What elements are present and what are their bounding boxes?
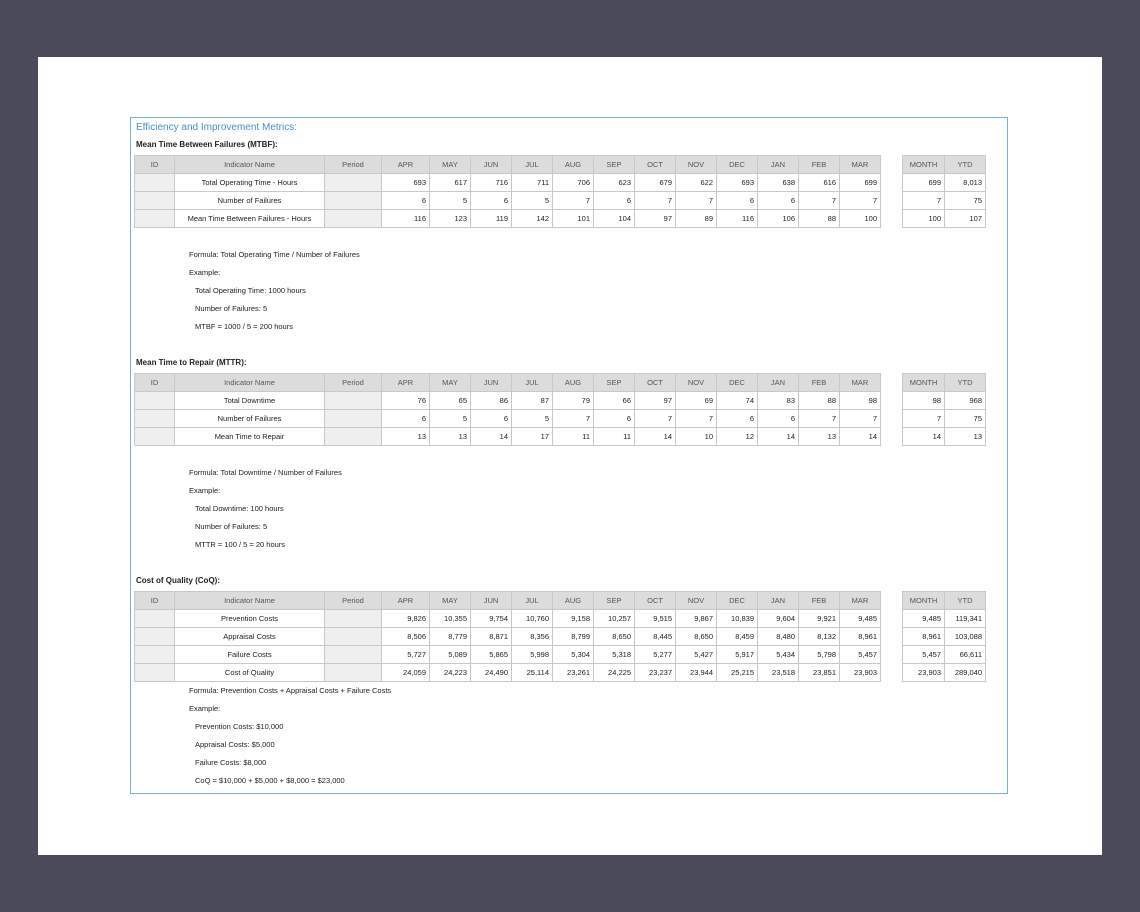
formula-note: Formula: Total Downtime / Number of Failures [189,468,342,477]
month-total-header: MONTH [903,592,945,610]
summary-row [903,628,986,646]
value-cell: 13 [382,428,430,446]
value-cell: 14 [840,428,881,446]
value-cell: 693 [717,174,758,192]
value-cell: 89 [676,210,717,228]
ytd-value: 107 [945,210,986,228]
summary-header-row [903,156,986,174]
formula-note: Formula: Prevention Costs + Appraisal Costs + Failure Costs [189,686,392,695]
summary-row [903,392,986,410]
report-title: Efficiency and Improvement Metrics: [136,122,297,133]
indicator-name: Mean Time to Repair [175,428,325,446]
month-header: MAR [840,374,881,392]
month-header: AUG [553,374,594,392]
value-cell: 119 [471,210,512,228]
indicator-name: Failure Costs [175,646,325,664]
month-value: 7 [903,192,945,210]
summary-header-row [903,374,986,392]
value-cell: 9,485 [840,610,881,628]
month-total-header: MONTH [903,156,945,174]
id-header: ID [135,374,175,392]
indicator-name-header: Indicator Name [175,374,325,392]
value-cell: 5,304 [553,646,594,664]
summary-row [903,646,986,664]
value-cell: 10 [676,428,717,446]
value-cell: 5,727 [382,646,430,664]
value-cell: 23,903 [840,664,881,682]
value-cell: 7 [840,192,881,210]
value-cell: 5,427 [676,646,717,664]
value-cell: 7 [676,192,717,210]
value-cell: 8,480 [758,628,799,646]
id-cell [135,628,175,646]
value-cell: 100 [840,210,881,228]
value-cell: 24,490 [471,664,512,682]
month-header: DEC [717,374,758,392]
table-header-row [135,592,881,610]
period-cell [325,210,382,228]
month-header: AUG [553,592,594,610]
summary-row [903,664,986,682]
indicator-name-header: Indicator Name [175,156,325,174]
value-cell: 7 [799,410,840,428]
ytd-header: YTD [945,374,986,392]
section-title: Mean Time to Repair (MTTR): [136,358,247,367]
value-cell: 65 [430,392,471,410]
value-cell: 9,826 [382,610,430,628]
table-row [135,610,881,628]
formula-note: Total Operating Time: 1000 hours [195,286,306,295]
ytd-value: 289,040 [945,664,986,682]
value-cell: 9,754 [471,610,512,628]
metrics-table [134,591,881,682]
value-cell: 10,355 [430,610,471,628]
indicator-name: Total Operating Time - Hours [175,174,325,192]
month-header: JUL [512,592,553,610]
section-title: Mean Time Between Failures (MTBF): [136,140,278,149]
table-row [135,174,881,192]
value-cell: 8,961 [840,628,881,646]
value-cell: 6 [717,192,758,210]
value-cell: 5,865 [471,646,512,664]
ytd-value: 968 [945,392,986,410]
id-cell [135,392,175,410]
value-cell: 7 [799,192,840,210]
month-header: JUN [471,156,512,174]
month-header: MAY [430,592,471,610]
month-header: OCT [635,374,676,392]
value-cell: 623 [594,174,635,192]
value-cell: 617 [430,174,471,192]
value-cell: 5,457 [840,646,881,664]
value-cell: 6 [594,192,635,210]
indicator-name: Prevention Costs [175,610,325,628]
value-cell: 23,944 [676,664,717,682]
value-cell: 14 [471,428,512,446]
month-value: 7 [903,410,945,428]
value-cell: 23,237 [635,664,676,682]
value-cell: 8,356 [512,628,553,646]
value-cell: 9,158 [553,610,594,628]
month-value: 5,457 [903,646,945,664]
value-cell: 5,917 [717,646,758,664]
formula-note: Failure Costs: $8,000 [195,758,267,767]
month-value: 9,485 [903,610,945,628]
value-cell: 69 [676,392,717,410]
month-header: JUN [471,592,512,610]
value-cell: 6 [382,192,430,210]
month-header: MAY [430,374,471,392]
value-cell: 5,089 [430,646,471,664]
month-value: 23,903 [903,664,945,682]
value-cell: 9,515 [635,610,676,628]
value-cell: 74 [717,392,758,410]
month-header: NOV [676,592,717,610]
value-cell: 97 [635,392,676,410]
value-cell: 9,604 [758,610,799,628]
month-header: SEP [594,592,635,610]
value-cell: 5 [430,410,471,428]
ytd-header: YTD [945,156,986,174]
month-value: 8,961 [903,628,945,646]
value-cell: 23,518 [758,664,799,682]
value-cell: 25,215 [717,664,758,682]
period-header: Period [325,592,382,610]
month-total-header: MONTH [903,374,945,392]
value-cell: 6 [382,410,430,428]
value-cell: 17 [512,428,553,446]
indicator-name: Mean Time Between Failures - Hours [175,210,325,228]
summary-table [902,591,986,682]
month-header: AUG [553,156,594,174]
period-cell [325,410,382,428]
formula-note: Formula: Total Operating Time / Number of Failures [189,250,360,259]
value-cell: 10,839 [717,610,758,628]
summary-row [903,610,986,628]
id-cell [135,428,175,446]
id-cell [135,192,175,210]
period-cell [325,428,382,446]
value-cell: 716 [471,174,512,192]
table-row [135,628,881,646]
value-cell: 11 [553,428,594,446]
summary-row [903,192,986,210]
formula-note: MTBF = 1000 / 5 = 200 hours [195,322,293,331]
formula-note: MTTR = 100 / 5 = 20 hours [195,540,286,549]
value-cell: 6 [717,410,758,428]
month-header: OCT [635,156,676,174]
value-cell: 123 [430,210,471,228]
summary-header-row [903,592,986,610]
value-cell: 5,277 [635,646,676,664]
metrics-table [134,373,881,446]
value-cell: 106 [758,210,799,228]
value-cell: 5 [430,192,471,210]
value-cell: 104 [594,210,635,228]
indicator-name: Total Downtime [175,392,325,410]
value-cell: 616 [799,174,840,192]
value-cell: 8,650 [594,628,635,646]
value-cell: 5,318 [594,646,635,664]
table-row [135,392,881,410]
value-cell: 23,851 [799,664,840,682]
period-header: Period [325,374,382,392]
formula-note: Example: [189,268,221,277]
value-cell: 116 [382,210,430,228]
value-cell: 24,059 [382,664,430,682]
value-cell: 116 [717,210,758,228]
value-cell: 7 [635,410,676,428]
month-header: JUN [471,374,512,392]
indicator-name-header: Indicator Name [175,592,325,610]
month-header: APR [382,374,430,392]
table-row [135,664,881,682]
value-cell: 83 [758,392,799,410]
month-header: SEP [594,156,635,174]
value-cell: 5,798 [799,646,840,664]
month-header: FEB [799,374,840,392]
period-cell [325,192,382,210]
value-cell: 8,459 [717,628,758,646]
value-cell: 7 [553,192,594,210]
month-header: JAN [758,374,799,392]
value-cell: 24,225 [594,664,635,682]
value-cell: 6 [758,192,799,210]
ytd-value: 119,341 [945,610,986,628]
month-header: MAR [840,592,881,610]
value-cell: 23,261 [553,664,594,682]
value-cell: 142 [512,210,553,228]
formula-note: Appraisal Costs: $5,000 [195,740,275,749]
month-header: OCT [635,592,676,610]
summary-table [902,155,986,228]
month-header: JAN [758,592,799,610]
ytd-header: YTD [945,592,986,610]
value-cell: 10,760 [512,610,553,628]
value-cell: 66 [594,392,635,410]
ytd-value: 66,611 [945,646,986,664]
formula-note: Example: [189,704,221,713]
ytd-value: 75 [945,192,986,210]
value-cell: 622 [676,174,717,192]
month-header: NOV [676,374,717,392]
summary-row [903,174,986,192]
value-cell: 7 [635,192,676,210]
period-cell [325,610,382,628]
indicator-name: Cost of Quality [175,664,325,682]
ytd-value: 75 [945,410,986,428]
month-header: APR [382,156,430,174]
value-cell: 12 [717,428,758,446]
value-cell: 87 [512,392,553,410]
value-cell: 699 [840,174,881,192]
month-header: MAY [430,156,471,174]
period-cell [325,664,382,682]
value-cell: 7 [840,410,881,428]
month-header: FEB [799,592,840,610]
table-row [135,428,881,446]
metrics-table [134,155,881,228]
month-header: SEP [594,374,635,392]
month-value: 699 [903,174,945,192]
month-header: JAN [758,156,799,174]
value-cell: 9,921 [799,610,840,628]
id-cell [135,664,175,682]
formula-note: Example: [189,486,221,495]
table-row [135,646,881,664]
summary-row [903,210,986,228]
id-header: ID [135,156,175,174]
value-cell: 706 [553,174,594,192]
month-header: APR [382,592,430,610]
formula-note: Prevention Costs: $10,000 [195,722,284,731]
value-cell: 8,132 [799,628,840,646]
month-header: NOV [676,156,717,174]
value-cell: 5,434 [758,646,799,664]
table-row [135,410,881,428]
indicator-name: Appraisal Costs [175,628,325,646]
value-cell: 14 [758,428,799,446]
id-cell [135,210,175,228]
value-cell: 8,650 [676,628,717,646]
summary-row [903,410,986,428]
table-header-row [135,156,881,174]
id-cell [135,610,175,628]
ytd-value: 13 [945,428,986,446]
id-cell [135,410,175,428]
table-row [135,210,881,228]
value-cell: 25,114 [512,664,553,682]
value-cell: 8,506 [382,628,430,646]
summary-table [902,373,986,446]
value-cell: 88 [799,392,840,410]
period-cell [325,646,382,664]
id-header: ID [135,592,175,610]
value-cell: 5 [512,410,553,428]
value-cell: 679 [635,174,676,192]
value-cell: 8,779 [430,628,471,646]
value-cell: 5,998 [512,646,553,664]
formula-note: Total Downtime: 100 hours [195,504,284,513]
value-cell: 7 [553,410,594,428]
month-value: 98 [903,392,945,410]
indicator-name: Number of Failures [175,410,325,428]
ytd-value: 103,088 [945,628,986,646]
ytd-value: 8,013 [945,174,986,192]
value-cell: 14 [635,428,676,446]
table-row [135,192,881,210]
formula-note: Number of Failures: 5 [195,522,268,531]
value-cell: 8,445 [635,628,676,646]
value-cell: 79 [553,392,594,410]
value-cell: 97 [635,210,676,228]
month-header: FEB [799,156,840,174]
value-cell: 6 [758,410,799,428]
formula-note: Number of Failures: 5 [195,304,268,313]
table-header-row [135,374,881,392]
value-cell: 13 [430,428,471,446]
section-title: Cost of Quality (CoQ): [136,576,220,585]
value-cell: 693 [382,174,430,192]
month-header: JUL [512,156,553,174]
month-header: MAR [840,156,881,174]
value-cell: 711 [512,174,553,192]
period-cell [325,628,382,646]
value-cell: 8,871 [471,628,512,646]
value-cell: 101 [553,210,594,228]
value-cell: 6 [471,192,512,210]
value-cell: 7 [676,410,717,428]
month-value: 100 [903,210,945,228]
month-header: DEC [717,592,758,610]
id-cell [135,646,175,664]
value-cell: 6 [471,410,512,428]
value-cell: 9,867 [676,610,717,628]
period-cell [325,174,382,192]
value-cell: 11 [594,428,635,446]
value-cell: 5 [512,192,553,210]
id-cell [135,174,175,192]
summary-row [903,428,986,446]
period-cell [325,392,382,410]
month-value: 14 [903,428,945,446]
value-cell: 76 [382,392,430,410]
value-cell: 24,223 [430,664,471,682]
value-cell: 6 [594,410,635,428]
value-cell: 88 [799,210,840,228]
value-cell: 8,799 [553,628,594,646]
value-cell: 13 [799,428,840,446]
indicator-name: Number of Failures [175,192,325,210]
value-cell: 86 [471,392,512,410]
month-header: JUL [512,374,553,392]
month-header: DEC [717,156,758,174]
formula-note: CoQ = $10,000 + $5,000 + $8,000 = $23,000 [195,776,345,785]
period-header: Period [325,156,382,174]
value-cell: 98 [840,392,881,410]
value-cell: 10,257 [594,610,635,628]
value-cell: 638 [758,174,799,192]
